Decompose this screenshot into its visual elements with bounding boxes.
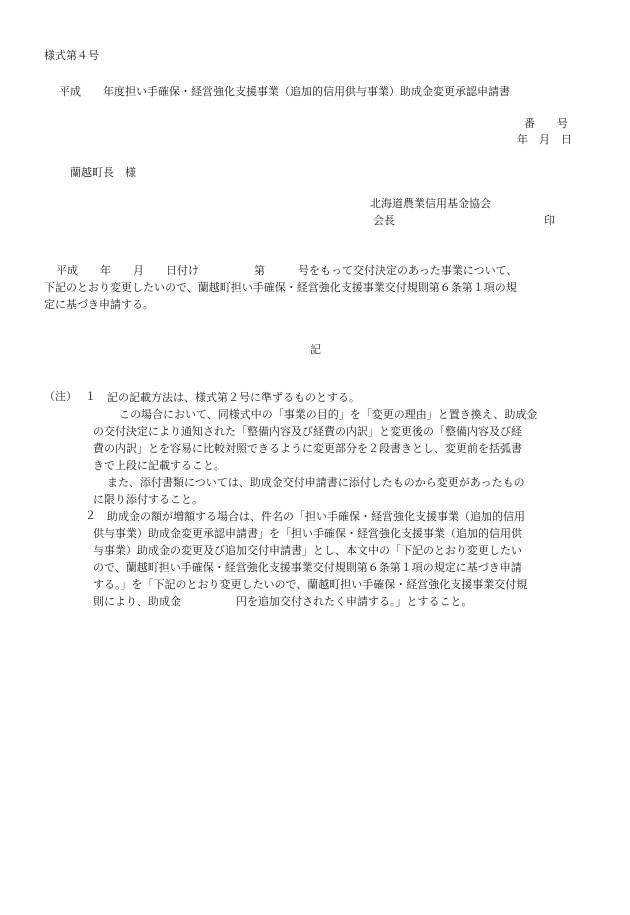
date-line: 年 月 日 [517,133,572,146]
body-line: 平成 年 月 日付け 第 号をもって交付決定のあった事業について、 [56,264,518,277]
note-line: する。」を「下記のとおり変更したいので、蘭越町担い手確保・経営強化支援事業交付規 [93,578,528,591]
number-line: 番 号 [524,117,568,130]
form-number: 様式第４号 [44,49,99,62]
applicant-organization: 北海道農業信用基金協会 [370,197,491,210]
note-line: ので、蘭越町担い手確保・経営強化支援事業交付規則第６条第１項の規定に基づき申請 [93,561,522,574]
applicant-representative: 会長 [373,214,395,227]
note-line: また、添付書類については、助成金交付申請書に添付したものから変更があったもの [107,476,525,489]
addressee: 蘭越町長 様 [70,166,136,179]
document-title: 平成 年度担い手確保・経営強化支援事業（追加的信用供与事業）助成金変更承認申請書 [59,85,510,98]
note-line: 供与事業）助成金変更承認申請書」を「担い手確保・経営強化支援事業（追加的信用供 [93,527,522,540]
body-paragraph [44,262,517,313]
note-2-number: ２ [85,509,96,522]
note-line: の交付決定により通知された「整備内容及び経費の内訳」と変更後の「整備内容及び経 [93,425,522,438]
note-line: に限り添付すること。 [93,493,203,506]
note-line: 与事業）助成金の変更及び追加交付申請書」とし、本文中の「下記のとおり変更したい [93,544,522,557]
body-line: 定に基づき申請する。 [44,298,154,311]
seal-mark: 印 [544,214,555,227]
note-line: この場合において、同様式中の「事業の目的」を「変更の理由」と置き換え、助成金 [119,408,538,421]
ki-heading: 記 [310,343,321,356]
note-line: 費の内訳」とを容易に比較対照できるように変更部分を２段書きとし、変更前を括弧書 [93,442,522,455]
note-line: 記の記載方法は、様式第２号に準ずるものとする。 [107,391,360,404]
body-line: 下記のとおり変更したいので、蘭越町担い手確保・経営強化支援事業交付規則第６条第１項の規 [44,281,517,294]
note-1-text [93,389,537,508]
note-line: 助成金の額が増額する場合は、件名の「担い手確保・経営強化支援事業（追加的信用 [107,510,525,523]
note-line: きで上段に記載すること。 [93,459,225,472]
note-2-text [93,508,527,610]
note-1-number: １ [85,390,96,403]
notes-label: （注） [44,390,77,403]
note-line: 則により、助成金 円を追加交付されたく申請する。」とすること。 [93,595,473,608]
